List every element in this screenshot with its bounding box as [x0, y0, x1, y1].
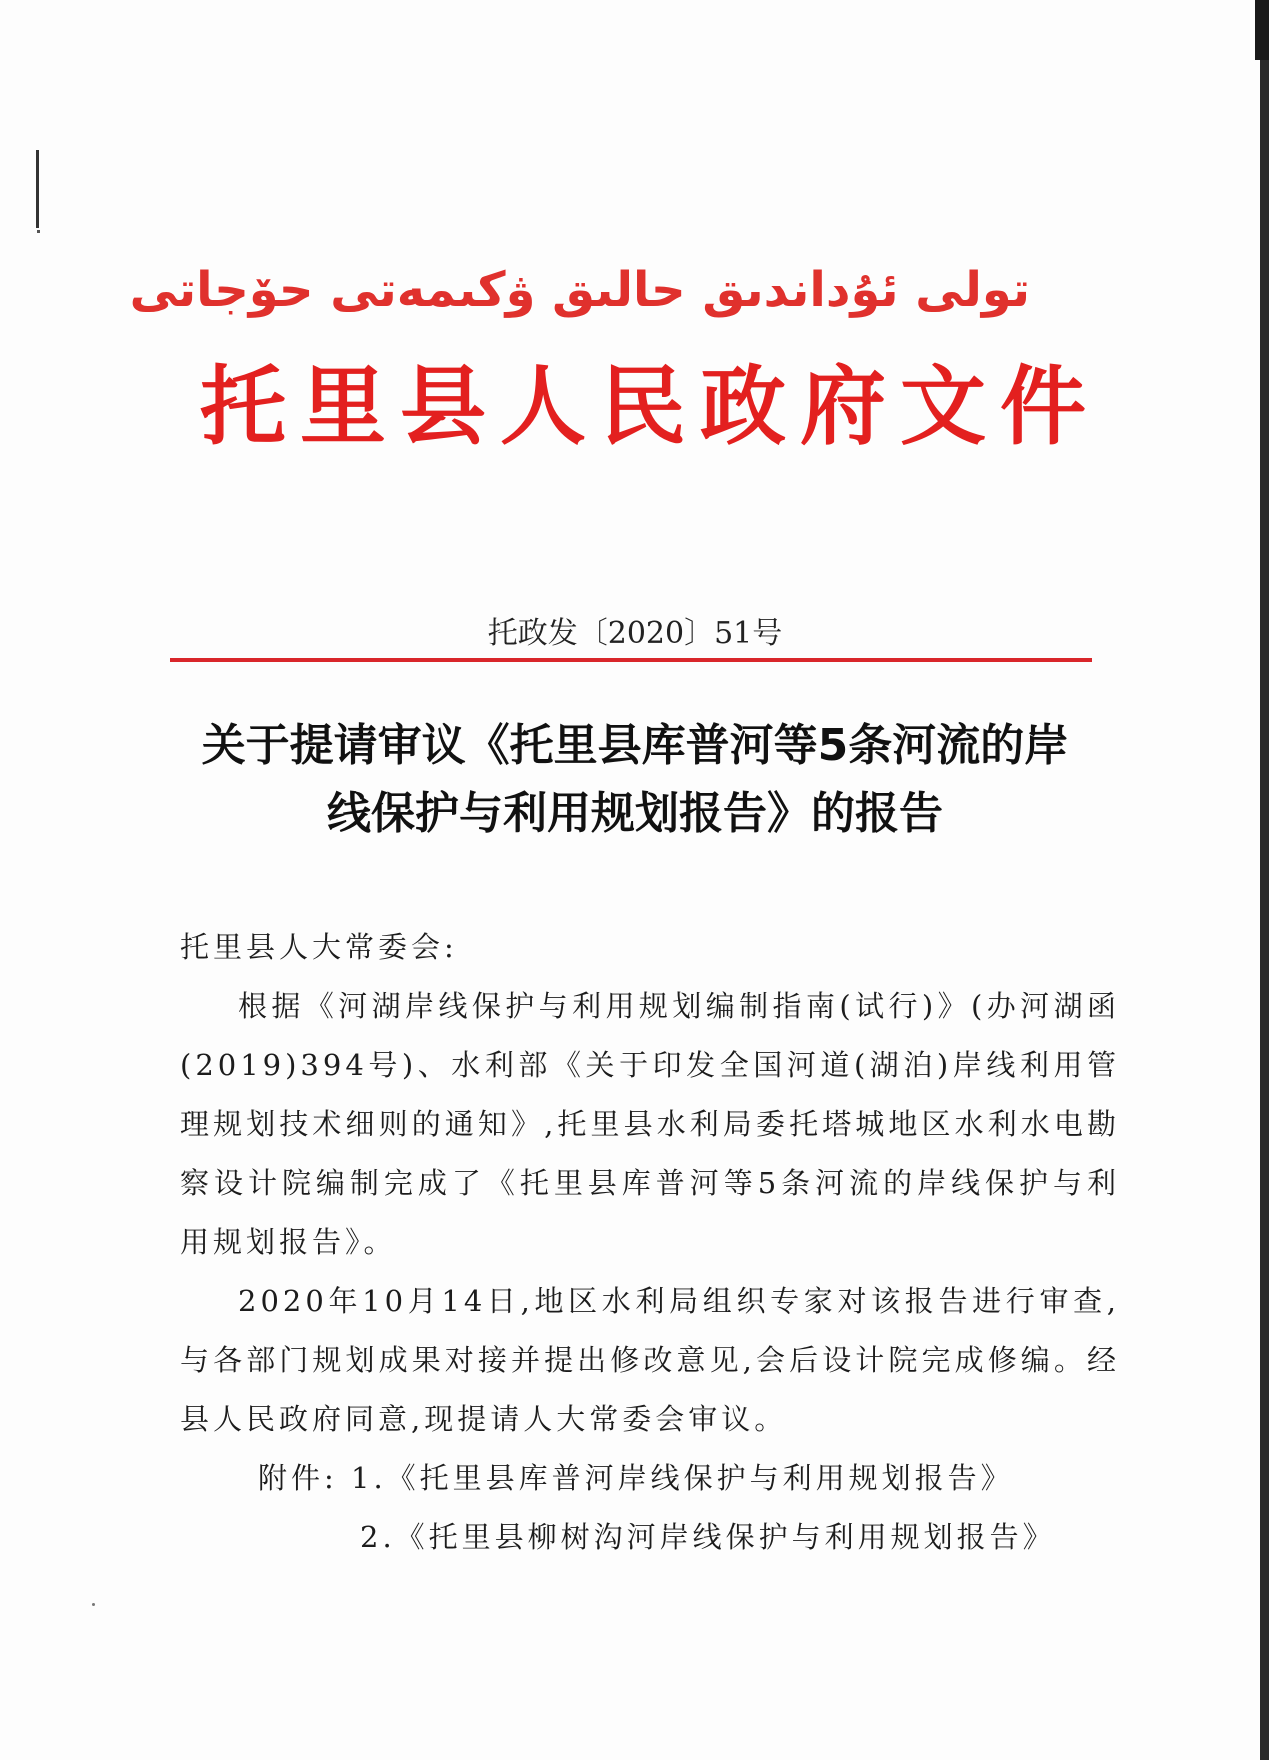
- scan-corner-shadow: [1255, 0, 1269, 60]
- title-line-2: 线保护与利用规划报告》的报告: [327, 788, 943, 839]
- scan-edge-shadow: [1260, 0, 1269, 1760]
- attachment-item-2: 2.《托里县柳树沟河岸线保护与利用规划报告》: [360, 1520, 1056, 1554]
- org-header: 托里县人民政府文件: [200, 357, 1100, 457]
- uyghur-org-header: تولى ئۇداندىق حالىق ۋكىمەتى حۆجاتى: [129, 262, 1030, 318]
- binding-mark: [36, 150, 39, 228]
- binding-dot: [37, 230, 40, 233]
- document-body: [180, 918, 1120, 1567]
- paragraph-2: 2020年10月14日,地区水利局组织专家对该报告进行审查,与各部门规划成果对接并提出修改意见,会后设计院完成修编。经县人民政府同意,现提请人大常委会审议。: [180, 1284, 1120, 1436]
- red-separator-rule: [170, 658, 1092, 662]
- paragraph-1: 根据《河湖岸线保护与利用规划编制指南(试行)》(办河湖函(2019)394号)、水利部《关于印发全国河道(湖泊)岸线利用管理规划技术细则的通知》,托里县水利局委托塔城地区水利水电勘察设计院编制完成了《托里县库普河等5条河流的岸线保护与利用规划报告》。: [180, 989, 1120, 1259]
- document-title: [150, 712, 1120, 848]
- attachment-item-1: 附件: 1.《托里县库普河岸线保护与利用规划报告》: [258, 1461, 1014, 1495]
- title-line-1: 关于提请审议《托里县库普河等5条河流的岸: [201, 720, 1069, 771]
- salutation: 托里县人大常委会:: [180, 930, 458, 964]
- scan-speck: [92, 1603, 95, 1606]
- document-number: 托政发〔2020〕51号: [487, 616, 783, 651]
